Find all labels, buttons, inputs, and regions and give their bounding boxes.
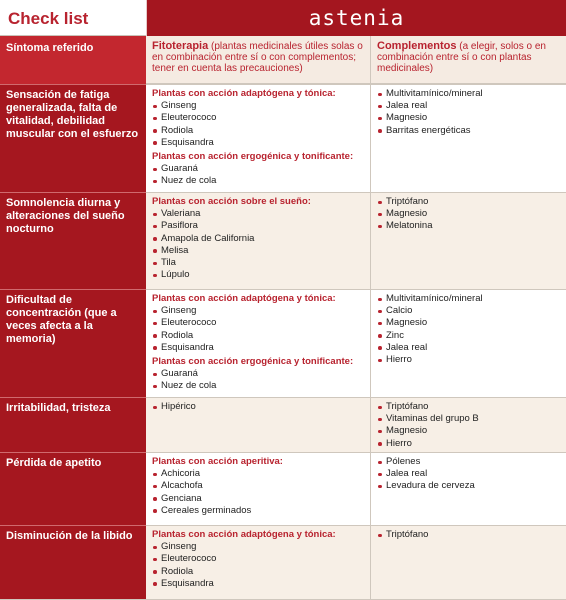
- plant-list: [152, 208, 364, 281]
- plant-list-item: Esquisandra: [152, 137, 364, 149]
- plant-list-item: Eleuterococo: [152, 317, 364, 329]
- column-header-fitoterapia-title: Fitoterapia: [152, 40, 209, 52]
- column-header-complementos-title: Complementos: [377, 40, 457, 52]
- supplement-list: [377, 196, 560, 233]
- plant-list-item: Ginseng: [152, 100, 364, 112]
- complementos-cell: [371, 192, 566, 289]
- plant-list-item: Valeriana: [152, 208, 364, 220]
- table-row: [0, 192, 566, 289]
- supplement-list-item: Triptófano: [377, 401, 560, 413]
- plant-list-item: Esquisandra: [152, 342, 364, 354]
- supplement-list-item: Triptófano: [377, 196, 560, 208]
- fitoterapia-cell: [146, 289, 371, 397]
- plant-list-item: Guaraná: [152, 368, 364, 380]
- column-header-complementos: [371, 36, 566, 84]
- complementos-cell: [371, 84, 566, 192]
- symptom-cell: Sensación de fatiga generalizada, falta de vitalidad, debilidad muscular con el esfuerzo: [0, 84, 146, 192]
- table-row: [0, 289, 566, 397]
- plant-list: [152, 541, 364, 590]
- table-header: [0, 36, 566, 84]
- plant-list: [152, 368, 364, 392]
- plant-list-item: Esquisandra: [152, 578, 364, 590]
- symptom-cell: Pérdida de apetito: [0, 452, 146, 525]
- supplement-list: [377, 529, 560, 541]
- fitoterapia-cell: [146, 84, 371, 192]
- complementos-cell: [371, 452, 566, 525]
- supplement-list-item: Pólenes: [377, 456, 560, 468]
- plant-list-item: Melisa: [152, 245, 364, 257]
- supplement-list-item: Melatonina: [377, 220, 560, 232]
- plant-list-item: Eleuterococo: [152, 112, 364, 124]
- plant-group-title: Plantas con acción sobre el sueño:: [152, 196, 311, 207]
- plant-list-item: Nuez de cola: [152, 380, 364, 392]
- plant-list-item: Hipérico: [152, 401, 364, 413]
- supplement-list: [377, 456, 560, 493]
- supplement-list-item: Jalea real: [377, 342, 560, 354]
- supplement-list: [377, 293, 560, 366]
- checklist-label: Check list: [0, 0, 146, 36]
- plant-group-title: Plantas con acción adaptógena y tónica:: [152, 88, 336, 99]
- supplement-list-item: Magnesio: [377, 112, 560, 124]
- supplement-list-item: Hierro: [377, 438, 560, 450]
- complementos-cell: [371, 525, 566, 599]
- plant-list: [152, 100, 364, 149]
- supplement-list-item: Zinc: [377, 330, 560, 342]
- plant-list-item: Lúpulo: [152, 269, 364, 281]
- plant-list-item: Rodiola: [152, 125, 364, 137]
- plant-list: [152, 468, 364, 517]
- plant-group-title: Plantas con acción aperitiva:: [152, 456, 283, 467]
- supplement-list-item: Multivitamínico/mineral: [377, 88, 560, 100]
- fitoterapia-cell: [146, 397, 371, 452]
- supplement-list-item: Magnesio: [377, 425, 560, 437]
- table-row: [0, 397, 566, 452]
- fitoterapia-cell: [146, 452, 371, 525]
- plant-list-item: Ginseng: [152, 305, 364, 317]
- plant-list-item: Cereales germinados: [152, 505, 364, 517]
- plant-list-item: Alcachofa: [152, 480, 364, 492]
- header: [0, 0, 566, 36]
- supplement-list-item: Magnesio: [377, 317, 560, 329]
- supplement-list-item: Barritas energéticas: [377, 125, 560, 137]
- supplement-list-item: Vitaminas del grupo B: [377, 413, 560, 425]
- fitoterapia-cell: [146, 525, 371, 599]
- supplement-list-item: Triptófano: [377, 529, 560, 541]
- supplement-list-item: Levadura de cerveza: [377, 480, 560, 492]
- plant-list-item: Nuez de cola: [152, 175, 364, 187]
- plant-list: [152, 163, 364, 187]
- plant-group-title: Plantas con acción adaptógena y tónica:: [152, 293, 336, 304]
- symptom-cell: Disminución de la libido: [0, 525, 146, 599]
- plant-list-item: Guaraná: [152, 163, 364, 175]
- plant-list-item: Rodiola: [152, 566, 364, 578]
- plant-list-item: Ginseng: [152, 541, 364, 553]
- table-row: [0, 84, 566, 192]
- plant-list-item: Rodiola: [152, 330, 364, 342]
- plant-list: [152, 401, 364, 413]
- symptom-cell: Dificultad de concentración (que a veces afecta a la memoria): [0, 289, 146, 397]
- plant-group-title: Plantas con acción ergogénica y tonificante:: [152, 151, 354, 163]
- supplement-list-item: Calcio: [377, 305, 560, 317]
- plant-list-item: Genciana: [152, 493, 364, 505]
- supplement-list: [377, 88, 560, 137]
- supplement-list-item: Multivitamínico/mineral: [377, 293, 560, 305]
- column-header-symptom: Síntoma referido: [0, 36, 146, 84]
- plant-list-item: Tila: [152, 257, 364, 269]
- supplement-list: [377, 401, 560, 450]
- supplement-list-item: Jalea real: [377, 468, 560, 480]
- complementos-cell: [371, 397, 566, 452]
- complementos-cell: [371, 289, 566, 397]
- table-row: [0, 452, 566, 525]
- supplement-list-item: Hierro: [377, 354, 560, 366]
- column-header-fitoterapia-note: (plantas medicinales útiles solas o en combinación entre sí o con complementos; tener en cuenta las precauciones): [152, 41, 363, 74]
- fitoterapia-cell: [146, 192, 371, 289]
- plant-group-title: Plantas con acción adaptógena y tónica:: [152, 529, 336, 540]
- page-title: astenia: [146, 0, 566, 36]
- symptom-cell: Irritabilidad, tristeza: [0, 397, 146, 452]
- plant-list-item: Amapola de California: [152, 233, 364, 245]
- plant-list-item: Eleuterococo: [152, 553, 364, 565]
- plant-list: [152, 305, 364, 354]
- symptom-cell: Somnolencia diurna y alteraciones del sueño nocturno: [0, 192, 146, 289]
- plant-list-item: Pasiflora: [152, 220, 364, 232]
- column-header-fitoterapia: [146, 36, 371, 84]
- plant-group-title: Plantas con acción ergogénica y tonificante:: [152, 356, 354, 368]
- supplement-list-item: Magnesio: [377, 208, 560, 220]
- table-row: [0, 525, 566, 599]
- supplement-list-item: Jalea real: [377, 100, 560, 112]
- plant-list-item: Achicoria: [152, 468, 364, 480]
- column-header-complementos-note: (a elegir, solos o en combinación entre sí o con plantas medicinales): [377, 41, 546, 74]
